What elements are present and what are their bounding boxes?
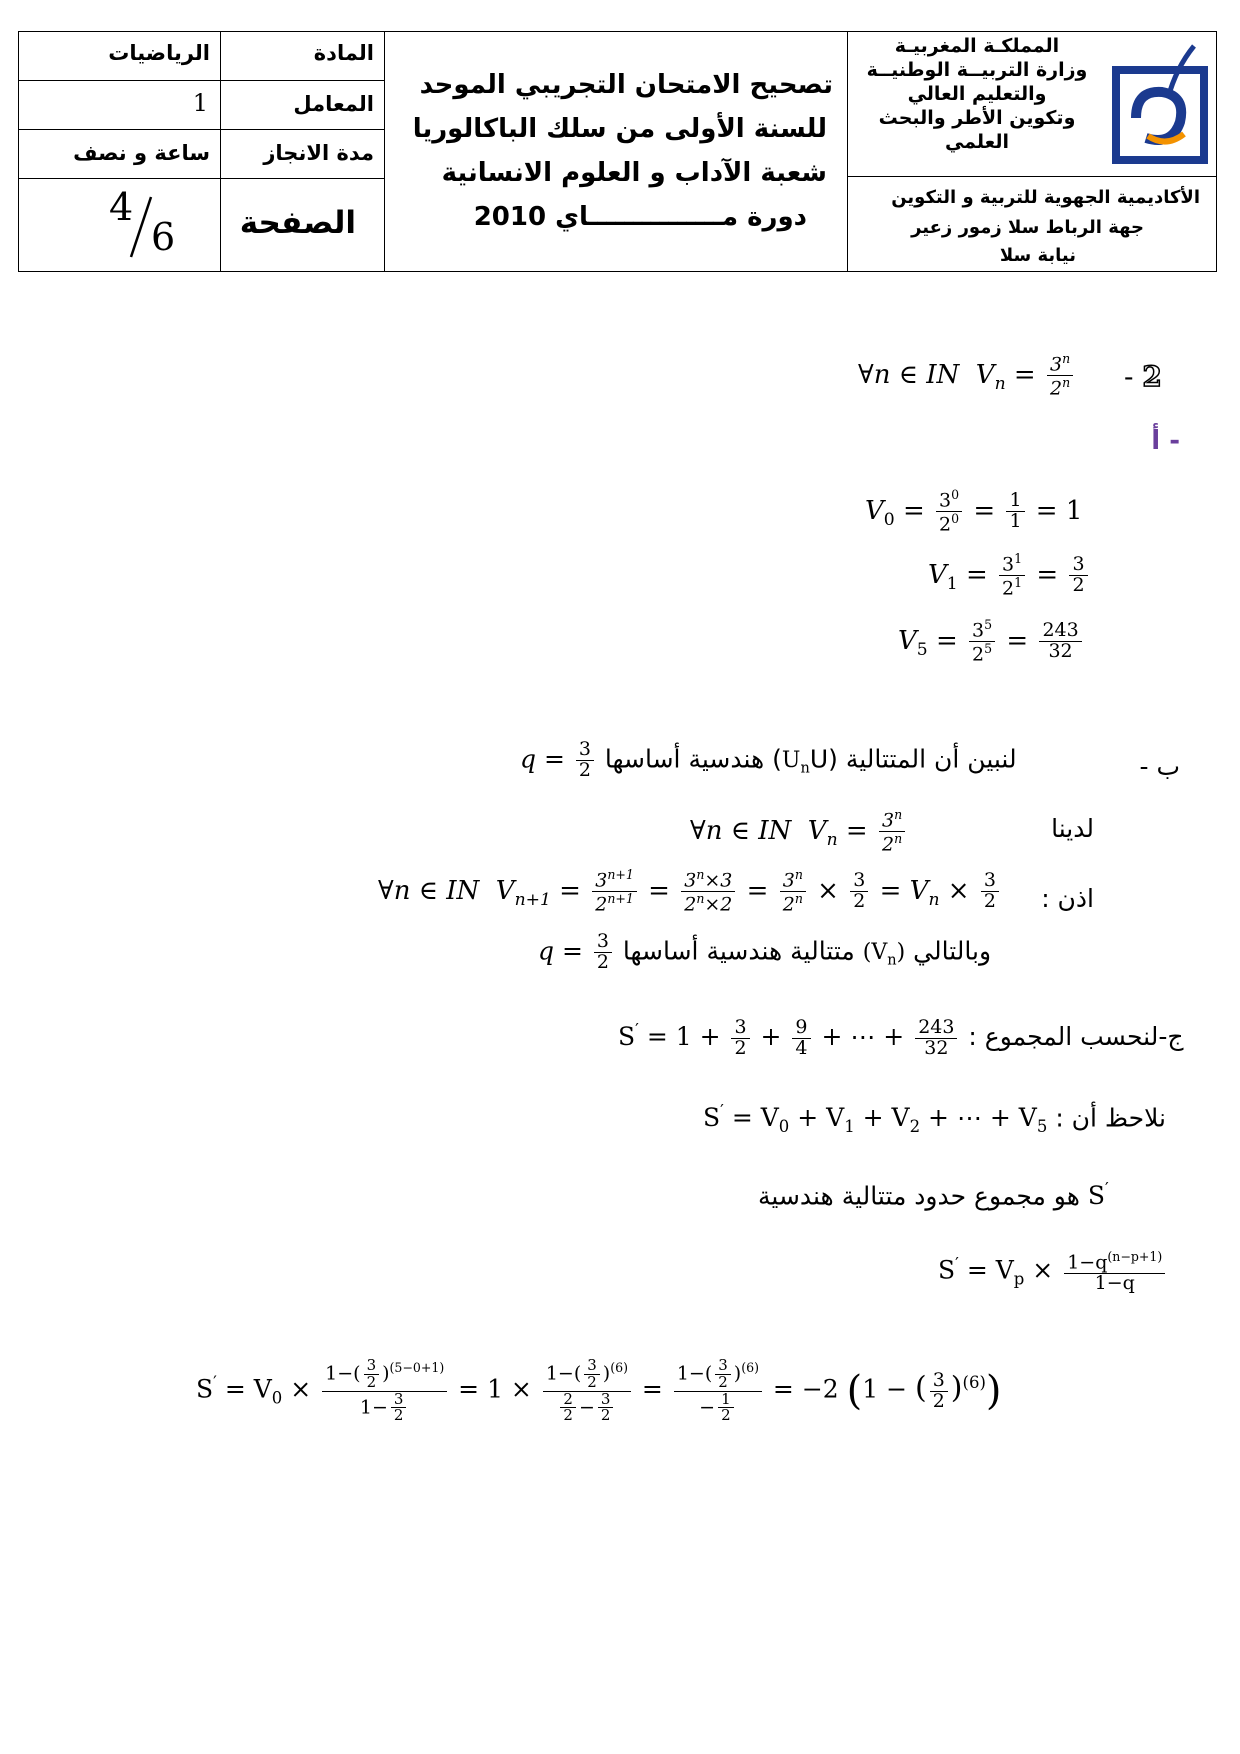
eq-definition-recall: ∀n ∈ IN $V_n$ = $\frac{3^n}{2^n}$ — [690, 808, 908, 856]
duration-label-cell — [220, 129, 385, 179]
eq-final-sum: $S' = V_0$ × 1−( $\frac{3}{2}$ )$^{(5-0+1)}$ 1− $\frac{3}{2}$ = 1 × 1−( $\frac{3}{2}$ )$^{(6)}$ $\frac{2}{2}$ − $\frac{3}{2}$ = 1−( $\frac{3}{2}$ )$^{(6)}$ − $\frac{1}{2}$ = −2 (1 − ( $\frac{3}{2}$ )$^{(6)}$) — [196, 1356, 1002, 1425]
ministry-line3: والتعليم العالي — [907, 83, 1047, 105]
nulahid-line: $S' = V_0 + V_1 + V_2$ + ⋯ + $V_5$ نلاحظ أن : — [703, 1102, 1166, 1137]
wa-bittali-label: وبالتالي — [913, 936, 992, 966]
eq-geometric-sum-formula: $S' = V_p$ × $\frac{1-q^{(n-p+1)}}{1-q}$ — [938, 1250, 1168, 1294]
academy-line3: نيابة سلا — [999, 245, 1076, 266]
q2-number: 2 — [1142, 360, 1162, 393]
eq-v1: $V_1$ = $\frac{3^1}{2^1}$ = $\frac{3}{2}$ — [928, 552, 1091, 600]
q2-definition: ∀n ∈ IN $V_n$ = $\frac{3^n}{2^n}$ — [858, 352, 1076, 400]
academy-line2: جهة الرباط سلا زمور زعير — [911, 217, 1144, 238]
coef-label: المعامل — [293, 92, 374, 116]
page-label-cell — [220, 178, 385, 272]
part-b-statement: q = $\frac{3}{2}$ ) هندسية أساسهاU$_n$لنبين أن المتتالية (U — [520, 738, 1017, 781]
page-number-cell — [18, 178, 221, 272]
exam-title-line1: تصحيح الامتحان التجريبي الموحد — [419, 70, 833, 100]
eq-v0: $V_0$ = $\frac{3^0}{2^0}$ = $\frac{1}{1}$ = 1 — [865, 487, 1083, 536]
title-cell — [384, 31, 848, 272]
idan-label: اذن : — [1041, 884, 1094, 913]
duration-value: ساعة و نصف — [73, 141, 210, 165]
q-value: $\frac{3}{2}$ — [576, 740, 594, 781]
part-c-line: S′ = 1 + $\frac{3}{2}$ + $\frac{9}{4}$ + ⋯ + $\frac{243}{32}$ ج-لنحسب المجموع : — [618, 1016, 1184, 1059]
ministry-text — [848, 34, 1106, 154]
page-total: 6 — [151, 215, 176, 259]
subject-value: الرياضيات — [108, 41, 210, 65]
conclusion-line: q = $\frac{3}{2}$ متتالية هندسية أساسها $(V_n)$ وبالتالي — [538, 930, 992, 973]
ministry-logo-icon — [1106, 38, 1214, 170]
nulahid-text: نلاحظ أن : — [1055, 1103, 1166, 1133]
exam-title-line2: للسنة الأولى من سلك الباكالوريا — [412, 114, 827, 144]
conclusion-text: متتالية هندسية أساسها — [622, 936, 855, 966]
academy-line1: الأكاديمية الجهوية للتربية و التكوين — [891, 187, 1200, 208]
page-number: 4 — [109, 185, 134, 229]
coef-value: 1 — [192, 89, 208, 117]
ministry-line2: وزارة التربيــة الوطنيــة — [866, 59, 1088, 81]
ministry-cell — [847, 31, 1217, 177]
eq-v5: $V_5$ = $\frac{3^5}{2^5}$ = $\frac{243}{32}$ — [898, 618, 1085, 666]
eq-recurrence: ∀n ∈ IN $V_{n+1}$ = $\frac{3^{n+1}}{2^{n+1}}$ = $\frac{3^n\times 3}{2^n\times 2}$ = $\frac{3^n}{2^n}$ × $\frac{3}{2}$ = $V_n$ × $\frac{3}{2}$ — [378, 868, 1002, 916]
coef-label-cell — [220, 80, 385, 130]
item-a-marker: - أ — [1151, 426, 1180, 456]
academy-cell — [847, 176, 1217, 272]
subject-value-cell — [18, 31, 221, 81]
ministry-line4: وتكوين الأطر والبحث — [878, 107, 1076, 129]
duration-label: مدة الانجاز — [263, 141, 374, 165]
ministry-line1: المملكـة المغربيـة — [894, 35, 1060, 57]
exam-session: دورة مـــــــــــــــاي 2010 — [473, 202, 807, 232]
sum-note-text: هو مجموع حدود متتالية هندسية — [758, 1181, 1080, 1211]
part-c-text: ج-لنحسب المجموع : — [968, 1021, 1184, 1051]
q2-marker: - 2 — [1124, 360, 1162, 393]
subject-label-cell — [220, 31, 385, 81]
page-fraction — [89, 185, 179, 265]
page-label: الصفحة — [239, 205, 356, 241]
duration-value-cell — [18, 129, 221, 179]
ministry-line5: العلمي — [944, 131, 1010, 153]
ladayna-label: لدينا — [1051, 814, 1094, 843]
item-b-marker: ب - — [1139, 752, 1180, 781]
q-equals: q — [520, 744, 537, 774]
part-b-text: لنبين أن المتتالية (U — [809, 744, 1017, 774]
exam-title-line3: شعبة الآداب و العلوم الانسانية — [441, 158, 827, 188]
sum-note-line: هو مجموع حدود متتالية هندسية S′ — [758, 1180, 1109, 1211]
part-b-text-tail: ) هندسية أساسها — [604, 744, 782, 774]
coef-value-cell — [18, 80, 221, 130]
subject-label: المادة — [313, 41, 374, 65]
